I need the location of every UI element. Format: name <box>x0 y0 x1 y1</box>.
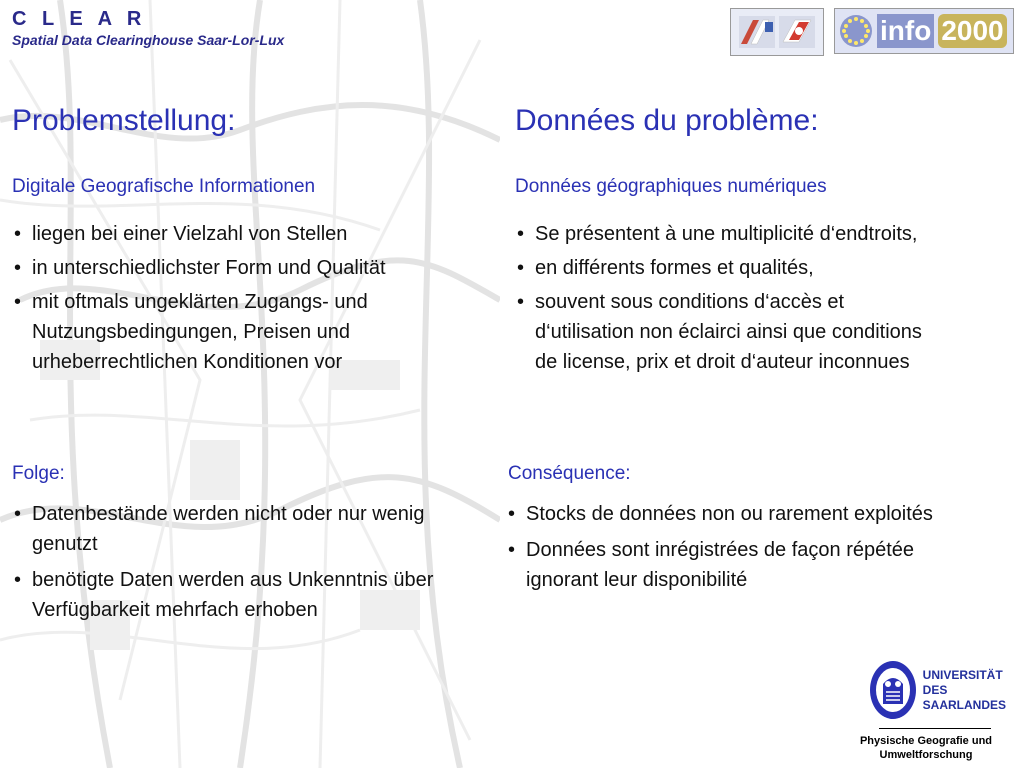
right-problem-section <box>515 104 995 138</box>
right-result-list <box>506 499 976 595</box>
flag-icon <box>739 16 775 48</box>
department-line2: Umweltforschung <box>879 749 973 761</box>
right-title: Données du problème: <box>515 104 819 137</box>
left-result-list <box>12 499 492 625</box>
university-line2: DES <box>922 682 948 697</box>
right-result-title: Conséquence: <box>508 463 631 484</box>
flags-logo <box>730 8 824 56</box>
right-result-bullets-block <box>506 499 976 601</box>
left-title: Problemstellung: <box>12 104 236 137</box>
university-line1: UNIVERSITÄT <box>922 667 1003 682</box>
list-item: • Stocks de données non ou rarement exploités <box>506 499 976 529</box>
list-item: • liegen bei einer Vielzahl von Stellen <box>12 219 492 249</box>
header <box>12 8 284 48</box>
right-bullet-list <box>515 219 945 377</box>
left-result-section <box>12 462 492 486</box>
list-item: • souvent sous conditions d‘accès et d‘utilisation non éclairci ainsi que conditions de license, prix et droit d‘auteur inconnues <box>515 287 945 377</box>
university-line3: SAARLANDES <box>922 697 1006 712</box>
left-result-bullets-block <box>12 499 492 631</box>
university-seal-icon <box>869 660 917 720</box>
university-logo <box>869 660 1006 720</box>
left-subtitle-block <box>12 175 492 199</box>
right-result-section <box>508 462 988 486</box>
list-item: • en différents formes et qualités, <box>515 253 945 283</box>
department-name <box>836 734 1016 762</box>
left-result-title: Folge: <box>12 463 65 484</box>
eu-stars-icon <box>839 14 873 48</box>
right-subtitle-block <box>515 175 995 199</box>
department-line1: Physische Geografie und <box>859 735 993 747</box>
info2000-logo <box>834 8 1014 54</box>
flag-icon <box>779 16 815 48</box>
left-problem-section <box>12 104 492 138</box>
info-word: info <box>877 14 934 48</box>
right-subtitle: Données géographiques numériques <box>515 176 827 197</box>
list-item: • Se présentent à une multiplicité d‘endtroits, <box>515 219 945 249</box>
divider <box>879 728 991 729</box>
partner-logos <box>730 8 1014 56</box>
left-subtitle: Digitale Geografische Informationen <box>12 176 316 197</box>
list-item: • benötigte Daten werden aus Unkenntnis über Verfügbarkeit mehrfach erhoben <box>12 565 492 625</box>
list-item: • Datenbestände werden nicht oder nur wenig genutzt <box>12 499 492 559</box>
year-word: 2000 <box>938 14 1006 48</box>
right-bullets-block <box>515 219 945 381</box>
list-item: • Données sont inrégistrées de façon répétée ignorant leur disponibilité <box>506 535 976 595</box>
left-bullet-list <box>12 219 492 377</box>
brand-title: C L E A R <box>12 8 147 30</box>
brand-subtitle: Spatial Data Clearinghouse Saar-Lor-Lux <box>12 32 285 48</box>
left-bullets-block <box>12 219 492 381</box>
list-item: • in unterschiedlichster Form und Qualität <box>12 253 492 283</box>
university-name <box>923 668 1006 713</box>
list-item: • mit oftmals ungeklärten Zugangs- und Nutzungsbedingungen, Preisen und urheberrechtlichen Konditionen vor <box>12 287 492 377</box>
